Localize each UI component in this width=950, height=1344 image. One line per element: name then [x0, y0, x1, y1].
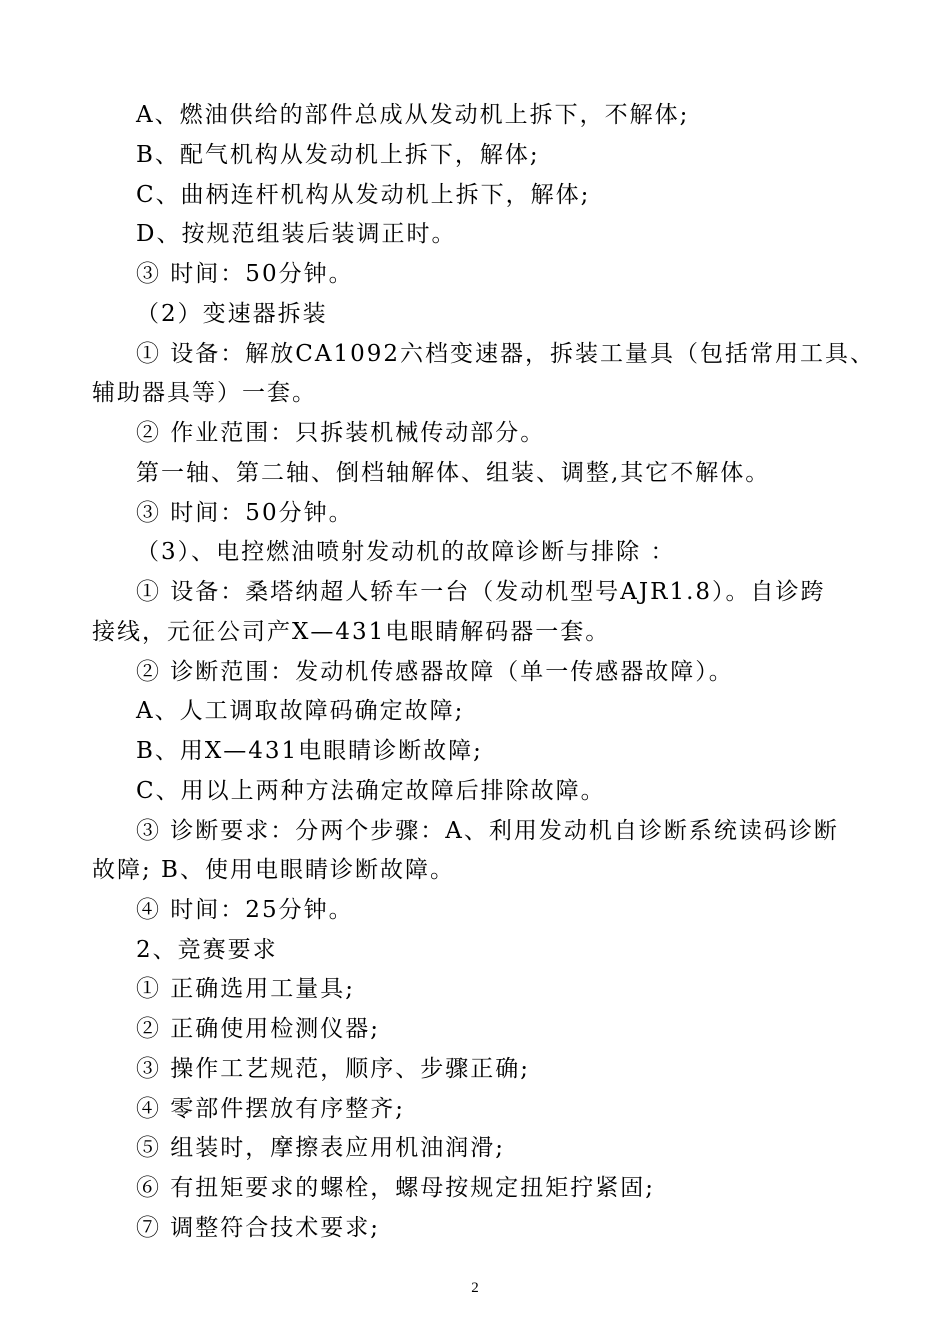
text-line: ② 诊断范围：发动机传感器故障（单一传感器故障）。 — [136, 659, 734, 685]
text-line: B、配气机构从发动机上拆下，解体; — [136, 142, 540, 168]
text-line: D、按规范组装后装调正时。 — [136, 221, 457, 247]
section-heading: （3）、电控燃油喷射发动机的故障诊断与排除 ： — [136, 539, 676, 565]
text-line: ② 正确使用检测仪器; — [136, 1016, 381, 1042]
section-heading: 2、竞赛要求 — [136, 937, 278, 963]
text-line: ③ 诊断要求：分两个步骤：A、利用发动机自诊断系统读码诊断 — [136, 818, 839, 844]
text-line: 故障; B、使用电眼睛诊断故障。 — [92, 857, 455, 883]
text-line: C、用以上两种方法确定故障后排除故障。 — [136, 778, 606, 804]
text-line: 辅助器具等）一套。 — [92, 380, 317, 406]
text-line: ⑤ 组装时，摩擦表应用机油润滑; — [136, 1135, 506, 1161]
text-line: ① 设备：桑塔纳超人轿车一台（发动机型号AJR1.8）。自诊跨 — [136, 579, 826, 605]
text-line: ④ 零部件摆放有序整齐; — [136, 1096, 406, 1122]
text-line: C、曲柄连杆机构从发动机上拆下，解体; — [136, 182, 591, 208]
page-number: 2 — [471, 1280, 479, 1296]
text-line: 第一轴、第二轴、倒档轴解体、组装、调整,其它不解体。 — [136, 460, 771, 486]
text-line: ③ 操作工艺规范，顺序、步骤正确; — [136, 1056, 531, 1082]
text-line: B、用X—431电眼睛诊断故障; — [136, 738, 483, 764]
text-line: ① 正确选用工量具; — [136, 976, 356, 1002]
text-line: A、人工调取故障码确定故障; — [136, 698, 465, 724]
text-line: ③ 时间：50分钟。 — [136, 261, 354, 287]
text-line: ① 设备：解放CA1092六档变速器，拆装工量具（包括常用工具、 — [136, 341, 876, 367]
text-line: ⑦ 调整符合技术要求; — [136, 1215, 381, 1241]
section-heading: （2）变速器拆装 — [136, 301, 328, 327]
text-line: ② 作业范围：只拆装机械传动部分。 — [136, 420, 546, 446]
text-line: ④ 时间：25分钟。 — [136, 897, 354, 923]
text-line: ③ 时间：50分钟。 — [136, 500, 354, 526]
text-line: 接线，元征公司产X—431电眼睛解码器一套。 — [92, 619, 611, 645]
text-line: A、燃油供给的部件总成从发动机上拆下，不解体; — [136, 102, 690, 128]
text-line: ⑥ 有扭矩要求的螺栓，螺母按规定扭矩拧紧固; — [136, 1175, 656, 1201]
